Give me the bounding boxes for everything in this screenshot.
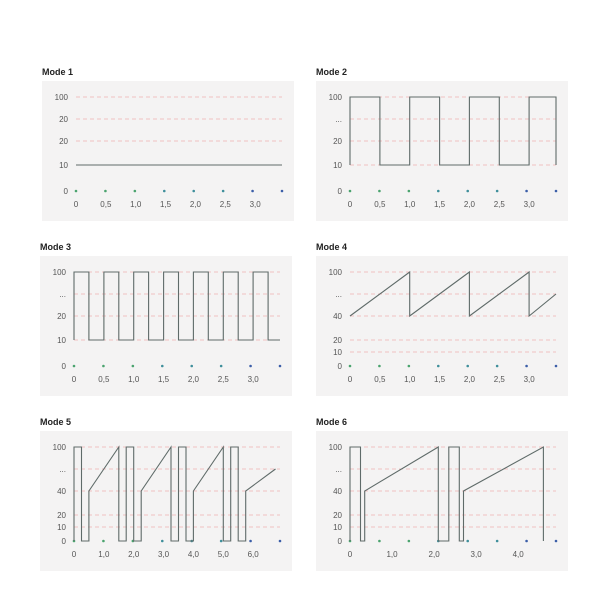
baseline-dot (349, 190, 352, 193)
plot-area (316, 256, 568, 396)
x-tick-label: 2,5 (219, 200, 231, 209)
x-tick-label: 2,0 (463, 375, 475, 384)
plot-area (42, 81, 294, 221)
x-tick-label: 0 (347, 550, 353, 559)
baseline-dot (73, 365, 76, 368)
chart-svg (40, 256, 292, 396)
y-tick-label: 40 (57, 487, 66, 496)
baseline-dot (102, 365, 105, 368)
y-tick-label: 40 (333, 312, 342, 321)
x-tick-label: 1,5 (158, 375, 170, 384)
y-tick-label: 20 (333, 336, 342, 345)
chart-title: Mode 6 (316, 417, 348, 427)
x-tick-label: 3,0 (249, 200, 261, 209)
baseline-dot (132, 365, 135, 368)
y-tick-label: 10 (333, 348, 342, 357)
y-tick-label: 100 (52, 443, 66, 452)
x-tick-label: 5,0 (217, 550, 229, 559)
x-tick-label: 3,0 (523, 200, 535, 209)
chart-svg (316, 81, 568, 221)
y-tick-label: 10 (333, 523, 342, 532)
baseline-dot (190, 365, 193, 368)
x-tick-label: 2,5 (217, 375, 229, 384)
baseline-dot (408, 540, 411, 543)
y-tick-label: 0 (63, 187, 68, 196)
y-tick-label: 100 (52, 268, 66, 277)
plot-area (316, 431, 568, 571)
baseline-dot (555, 190, 558, 193)
baseline-dot (378, 365, 381, 368)
y-tick-label: 0 (61, 537, 66, 546)
plot-area (40, 431, 292, 571)
baseline-dot (75, 190, 78, 193)
plot-area (40, 256, 292, 396)
chart-svg (40, 431, 292, 571)
baseline-dot (161, 540, 164, 543)
baseline-dot (525, 365, 528, 368)
x-tick-label: 0 (347, 200, 353, 209)
y-tick-label: ... (335, 115, 342, 124)
x-tick-label: 1,5 (160, 200, 172, 209)
baseline-dot (437, 190, 440, 193)
x-tick-label: 1,0 (128, 375, 140, 384)
x-tick-label: 0,5 (98, 375, 110, 384)
y-tick-label: 0 (61, 362, 66, 371)
chart-title: Mode 3 (40, 242, 72, 252)
x-tick-label: 1,5 (434, 200, 446, 209)
chart-svg (316, 256, 568, 396)
x-tick-label: 3,0 (523, 375, 535, 384)
x-tick-label: 0 (73, 200, 79, 209)
chart-title: Mode 1 (42, 67, 74, 77)
x-tick-label: 0 (347, 375, 353, 384)
baseline-dot (408, 190, 411, 193)
x-tick-label: 0,5 (374, 375, 386, 384)
baseline-dot (437, 365, 440, 368)
chart-svg (42, 81, 294, 221)
y-tick-label: 10 (57, 336, 66, 345)
baseline-dot (192, 190, 195, 193)
baseline-dot (220, 540, 223, 543)
chart-title: Mode 2 (316, 67, 348, 77)
chart-title: Mode 4 (316, 242, 348, 252)
y-tick-label: 0 (337, 187, 342, 196)
x-tick-label: 2,0 (428, 550, 440, 559)
x-tick-label: 3,0 (158, 550, 170, 559)
x-tick-label: 1,0 (130, 200, 142, 209)
baseline-dot (134, 190, 137, 193)
x-tick-label: 3,0 (247, 375, 259, 384)
baseline-dot (496, 365, 499, 368)
chart-title: Mode 5 (40, 417, 72, 427)
y-tick-label: ... (59, 465, 66, 474)
baseline-dot (279, 540, 282, 543)
chart-svg (316, 431, 568, 571)
x-tick-label: 1,0 (386, 550, 398, 559)
y-tick-label: 20 (57, 511, 66, 520)
y-tick-label: 20 (57, 312, 66, 321)
series-line (74, 272, 280, 340)
baseline-dot (163, 190, 166, 193)
baseline-dot (349, 365, 352, 368)
baseline-dot (555, 365, 558, 368)
baseline-dot (251, 190, 254, 193)
y-tick-label: 10 (57, 523, 66, 532)
baseline-dot (555, 540, 558, 543)
x-tick-label: 2,5 (493, 375, 505, 384)
x-tick-label: 0,5 (100, 200, 112, 209)
y-tick-label: 100 (54, 93, 68, 102)
plot-area (316, 81, 568, 221)
y-tick-label: 20 (333, 511, 342, 520)
x-tick-label: 2,0 (128, 550, 140, 559)
y-tick-label: ... (335, 465, 342, 474)
baseline-dot (496, 190, 499, 193)
y-tick-label: 100 (328, 268, 342, 277)
y-tick-label: 20 (333, 137, 342, 146)
y-tick-label: 10 (59, 161, 68, 170)
x-tick-label: 1,0 (404, 375, 416, 384)
x-tick-label: 2,0 (463, 200, 475, 209)
baseline-dot (279, 365, 282, 368)
x-tick-label: 1,5 (434, 375, 446, 384)
baseline-dot (378, 190, 381, 193)
x-tick-label: 0 (71, 375, 77, 384)
baseline-dot (466, 540, 469, 543)
baseline-dot (525, 540, 528, 543)
baseline-dot (249, 365, 252, 368)
baseline-dot (466, 365, 469, 368)
x-tick-label: 2,0 (187, 375, 199, 384)
baseline-dot (525, 190, 528, 193)
baseline-dot (466, 190, 469, 193)
baseline-dot (222, 190, 225, 193)
baseline-dot (220, 365, 223, 368)
baseline-dot (161, 365, 164, 368)
x-tick-label: 3,0 (470, 550, 482, 559)
baseline-dot (249, 540, 252, 543)
y-tick-label: 100 (328, 93, 342, 102)
series-line (350, 97, 556, 165)
x-tick-label: 4,0 (512, 550, 524, 559)
x-tick-label: 2,5 (493, 200, 505, 209)
baseline-dot (281, 190, 284, 193)
x-tick-label: 1,0 (98, 550, 110, 559)
baseline-dot (104, 190, 107, 193)
x-tick-label: 4,0 (187, 550, 199, 559)
baseline-dot (408, 365, 411, 368)
x-tick-label: 2,0 (189, 200, 201, 209)
y-tick-label: ... (335, 290, 342, 299)
x-tick-label: 6,0 (247, 550, 259, 559)
y-tick-label: 40 (333, 487, 342, 496)
y-tick-label: ... (59, 290, 66, 299)
y-tick-label: 20 (59, 115, 68, 124)
y-tick-label: 0 (337, 362, 342, 371)
x-tick-label: 0 (71, 550, 77, 559)
x-tick-label: 0,5 (374, 200, 386, 209)
baseline-dot (496, 540, 499, 543)
baseline-dot (378, 540, 381, 543)
x-tick-label: 1,0 (404, 200, 416, 209)
y-tick-label: 100 (328, 443, 342, 452)
y-tick-label: 10 (333, 161, 342, 170)
y-tick-label: 20 (59, 137, 68, 146)
baseline-dot (102, 540, 105, 543)
y-tick-label: 0 (337, 537, 342, 546)
